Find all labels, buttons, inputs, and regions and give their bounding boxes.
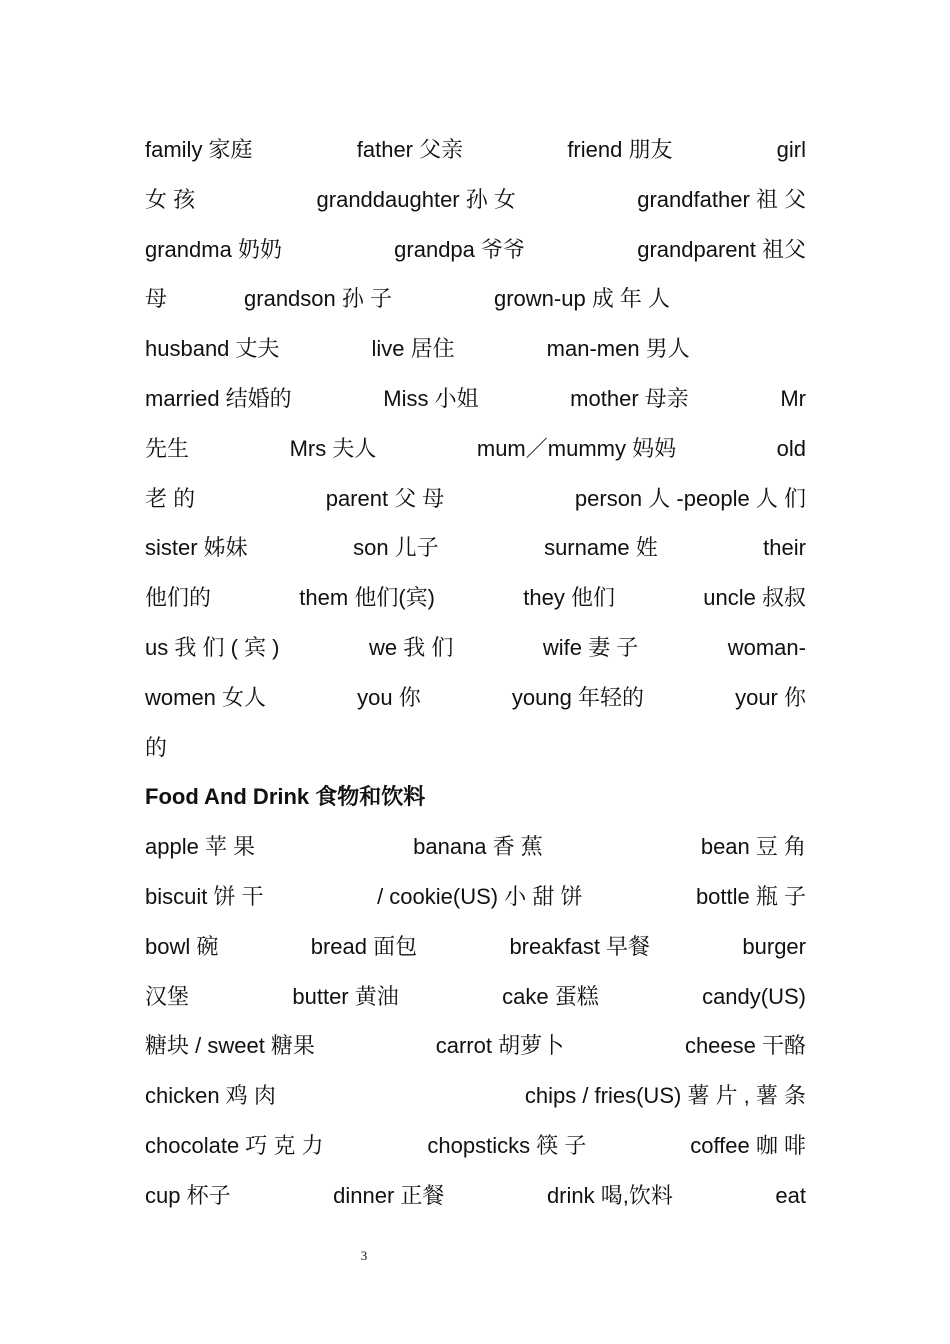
text-line (145, 673, 806, 723)
text-line (145, 822, 806, 872)
word-entry: family 家庭 (145, 137, 253, 162)
word-entry: women 女人 (145, 684, 267, 710)
text-line (145, 374, 806, 424)
word-entry: you 你 (357, 684, 421, 710)
word-entry: old (776, 435, 806, 461)
word-entry: uncle 叔叔 (703, 585, 806, 611)
text-line (145, 972, 806, 1022)
text-line (145, 523, 806, 573)
word-entry: young 年轻的 (511, 684, 644, 710)
text-line (145, 872, 806, 922)
word-entry: bean 豆 角 (700, 834, 806, 860)
word-entry: Miss 小姐 (383, 385, 479, 411)
word-entry: 的 (145, 734, 168, 760)
word-entry: grown-up 成 年 人 (493, 286, 671, 312)
word-entry: cup 杯子 (145, 1182, 231, 1208)
word-entry: friend 朋友 (567, 137, 673, 162)
word-entry: burger (742, 933, 806, 959)
word-entry: banana 香 蕉 (413, 834, 543, 860)
word-entry: carrot 胡萝卜 (435, 1033, 565, 1059)
word-entry: husband 丈夫 (145, 336, 280, 362)
word-entry: grandparent 祖父 (637, 236, 806, 262)
word-entry: wife 妻 子 (542, 634, 639, 660)
word-entry: sister 姊妹 (145, 535, 248, 561)
word-entry: grandson 孙 子 (244, 286, 392, 312)
word-entry: their (763, 535, 806, 561)
text-line (145, 1171, 806, 1221)
word-entry: apple 苹 果 (145, 834, 256, 860)
word-entry: we 我 们 (368, 634, 454, 660)
text-line (145, 1121, 806, 1171)
word-entry: son 儿子 (353, 535, 439, 561)
word-entry: chicken 鸡 肉 (145, 1083, 276, 1109)
word-entry: 老 的 (145, 485, 196, 511)
text-line (145, 474, 806, 524)
text-line (145, 1021, 806, 1071)
word-entry: 母 (145, 286, 168, 312)
word-entry: married 结婚的 (145, 385, 292, 411)
word-entry: surname 姓 (544, 535, 658, 561)
text-line (145, 274, 806, 324)
word-entry: girl (776, 137, 806, 162)
word-entry: / cookie(US) 小 甜 饼 (377, 883, 583, 909)
word-entry: cake 蛋糕 (502, 983, 599, 1009)
word-entry: Mrs 夫人 (289, 435, 377, 461)
word-entry: bread 面包 (310, 933, 418, 959)
word-entry: coffee 咖 啡 (690, 1132, 806, 1158)
page-number: 3 (360, 1248, 368, 1263)
word-entry: mother 母亲 (570, 385, 689, 411)
vocabulary-text (145, 125, 806, 1221)
section-title: Food And Drink 食物和饮料 (145, 784, 426, 810)
word-entry: breakfast 早餐 (509, 933, 651, 959)
word-entry: them 他们(宾) (299, 585, 435, 611)
text-line (145, 424, 806, 474)
text-line (145, 573, 806, 623)
word-entry: cheese 干酪 (684, 1033, 806, 1059)
text-line (145, 225, 806, 275)
word-entry: 糖块 / sweet 糖果 (145, 1033, 315, 1059)
word-entry: 女 孩 (145, 186, 196, 212)
word-entry: woman- (727, 634, 806, 660)
text-line (145, 922, 806, 972)
word-entry: granddaughter 孙 女 (316, 186, 516, 212)
word-entry: Mr (780, 385, 806, 411)
word-entry: father 父亲 (356, 137, 464, 162)
word-entry: parent 父 母 (325, 485, 445, 511)
word-entry: 汉堡 (145, 983, 190, 1009)
word-entry: person 人 -people 人 们 (574, 485, 806, 511)
word-entry: 他们的 (145, 585, 212, 611)
word-entry: they 他们 (523, 585, 615, 611)
word-entry: your 你 (735, 684, 806, 710)
word-entry: drink 喝,饮料 (546, 1182, 673, 1208)
text-line (145, 723, 806, 773)
text-line (145, 1071, 806, 1121)
word-entry: chocolate 巧 克 力 (145, 1132, 324, 1158)
word-entry: dinner 正餐 (333, 1182, 445, 1208)
word-entry: live 居住 (371, 336, 455, 362)
word-entry: candy(US) (702, 983, 806, 1009)
word-entry: biscuit 饼 干 (145, 883, 264, 909)
word-entry: bottle 瓶 子 (695, 883, 806, 909)
text-line (145, 324, 806, 374)
text-line (145, 125, 806, 175)
word-entry: grandfather 祖 父 (637, 186, 806, 212)
word-entry: mum／mummy 妈妈 (476, 435, 677, 461)
text-line (145, 623, 806, 673)
word-entry: bowl 碗 (145, 933, 219, 959)
word-entry: grandpa 爷爷 (394, 236, 526, 262)
section-heading (145, 772, 806, 822)
word-entry: eat (775, 1182, 806, 1208)
word-entry: butter 黄油 (292, 983, 399, 1009)
word-entry: chopsticks 筷 子 (427, 1132, 587, 1158)
word-entry: 先生 (145, 435, 190, 461)
word-entry: chips / fries(US) 薯 片 , 薯 条 (524, 1083, 806, 1109)
word-entry: man-men 男人 (546, 336, 690, 362)
text-line (145, 175, 806, 225)
word-entry: grandma 奶奶 (145, 236, 282, 262)
word-entry: us 我 们 ( 宾 ) (145, 634, 280, 660)
